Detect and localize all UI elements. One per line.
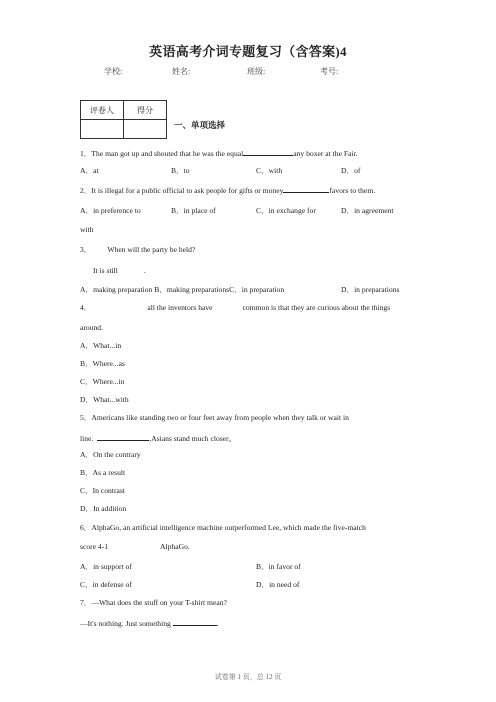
q2-option-c: C．in exchange for <box>256 206 316 215</box>
q6-line2-start: score 4-1 <box>80 542 109 551</box>
q3-line2-end: . <box>143 266 146 275</box>
reviewer-cell <box>81 120 124 139</box>
question-7-line-2 <box>80 617 219 629</box>
q6-option-d: D．in need of <box>256 580 300 589</box>
page-footer: 试卷第 1 页，总 12 页 <box>214 673 282 681</box>
q7-line2-text: —It's nothing. Just something <box>80 619 171 628</box>
name-label: 姓名: <box>172 67 191 76</box>
q4-option-d: D．What...with <box>80 395 129 404</box>
q5-option-d: D．In addition <box>80 504 127 513</box>
q3-text: When will the party be held? <box>107 245 196 254</box>
question-5-line-2 <box>80 432 236 444</box>
q3-number: 3． <box>80 245 92 254</box>
q2-option-a: A．in preference to <box>80 206 141 215</box>
q2-option-d-wrap: with <box>80 225 94 234</box>
question-3 <box>80 245 195 255</box>
reviewer-header: 评卷人 <box>81 101 124 120</box>
question-2 <box>80 184 375 196</box>
q6-line2-end: AlphaGo. <box>160 542 190 551</box>
q5-blank <box>97 432 149 441</box>
question-5: 5．Americans like standing two or four feet away from people when they talk or wait in <box>80 413 349 422</box>
q1-text-start: 1．The man got up and shouted that he was the equal <box>80 149 244 158</box>
q4-option-a: A．What...in <box>80 341 122 350</box>
q3-blank-2 <box>118 265 144 273</box>
score-header: 得分 <box>124 101 167 120</box>
question-3-line-2 <box>93 265 146 276</box>
q3-options-abc: A．making preparation B．making preparationsC．in preparation <box>80 285 285 294</box>
q2-text-start: 2．It is illegal for a public official to ask people for gifts or money <box>80 186 284 195</box>
q6-option-a: A．in support of <box>80 562 132 571</box>
score-cell <box>124 120 167 139</box>
q4-text-end: common is that they are curious about the things <box>242 303 391 312</box>
q2-option-b: B．in place of <box>171 206 216 215</box>
section-heading: 一、单项选择 <box>174 120 226 130</box>
q6-option-c: C．in defense of <box>80 580 132 589</box>
q4-text-start: all the inventors have <box>147 303 213 312</box>
q5-line2-end: ,Asians stand much closer。 <box>149 434 237 443</box>
q1-option-c: C．with <box>256 166 283 175</box>
q4-option-b: B．Where...as <box>80 359 125 368</box>
question-1 <box>80 147 358 159</box>
score-table <box>80 100 167 139</box>
q5-option-b: B．As a result <box>80 468 126 477</box>
q7-line2-end: . <box>216 619 219 628</box>
class-label: 班级: <box>247 67 266 76</box>
question-4 <box>80 303 390 313</box>
question-7: 7．—What does the stuff on your T-shirt mean? <box>80 598 227 607</box>
question-4-wrap: around. <box>80 323 103 332</box>
q7-blank <box>173 617 217 626</box>
q1-option-d: D．of <box>341 166 361 175</box>
q1-option-b: B．to <box>171 166 190 175</box>
school-label: 学校: <box>104 67 123 76</box>
page-title: 英语高考介词专题复习（含答案)4 <box>149 44 347 59</box>
q3-line2-text: It is still <box>93 266 118 275</box>
q6-option-b: B．in favor of <box>256 562 301 571</box>
q5-line2-start: line. <box>80 434 94 443</box>
q2-text-end: favors to them. <box>329 186 376 195</box>
q3-option-d: D．in preparations <box>341 285 400 294</box>
question-6: 6．AlphaGo, an artificial intelligence machine outperformed Lee, which made the five-match <box>80 523 366 532</box>
q5-option-c: C．In contrast <box>80 486 125 495</box>
number-label: 考号: <box>320 67 339 76</box>
q2-option-d: D．in agreement <box>341 206 394 215</box>
q1-text-end: any boxer at the Fair. <box>293 149 358 158</box>
q4-number: 4． <box>80 303 92 312</box>
q5-option-a: A．On the contrary <box>80 450 141 459</box>
q4-option-c: C．Where...in <box>80 377 125 386</box>
q1-blank <box>243 147 293 156</box>
q1-option-a: A．at <box>80 166 99 175</box>
question-6-line-2 <box>80 542 190 552</box>
q2-blank <box>283 184 329 193</box>
